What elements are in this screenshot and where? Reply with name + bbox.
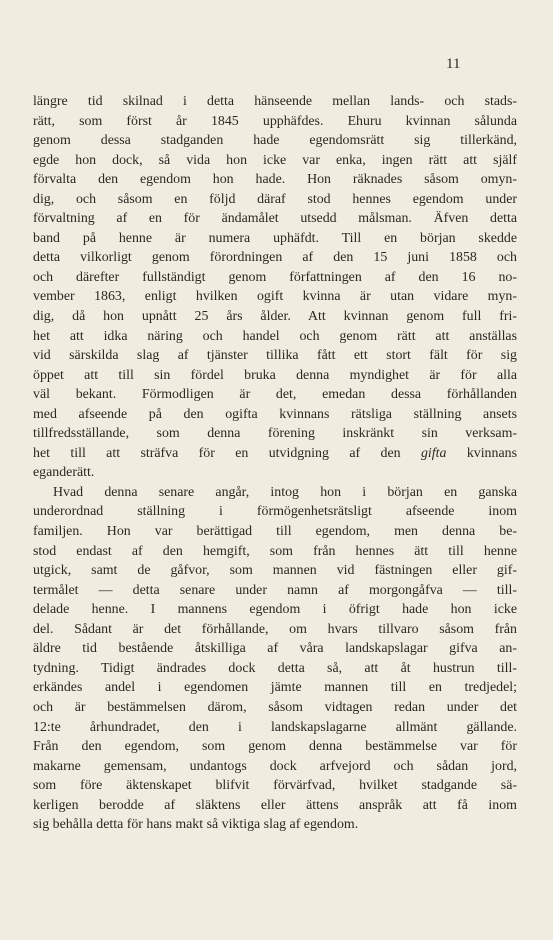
text-line: detta vilkorligt genom förordningen af den 15 juni 1858 och [33, 250, 517, 266]
text-line-with-italic [33, 444, 517, 464]
text-line: dig, då hon upnått 25 års ålder. Att kvinnan genom full fri- [33, 309, 517, 325]
text-line: stod endast af den hemgift, som från hennes ätt till henne [33, 543, 517, 559]
text-line: makarne gemensam, undantogs dock arfvejord och sådan jord, [33, 758, 517, 774]
text-line: Hvad denna senare angår, intog hon i början en ganska [53, 484, 517, 500]
text-line: och är bestämmelsen därom, såsom vidtagen redan under det [33, 699, 517, 715]
line-start: het till att sträfva för en utvidgning af den [33, 445, 401, 461]
text-line: het att idka näring och handel och genom rätt att anställas [33, 328, 517, 344]
text-line: rätt, som först år 1845 upphäfdes. Ehuru kvinnan sålunda [33, 113, 517, 129]
text-line: kerligen berodde af släktens eller ättens anspråk att få inom [33, 797, 517, 813]
text-line: tydning. Tidigt ändrades dock detta så, att åt hustrun till- [33, 660, 517, 676]
text-line: öppet att till sin fördel bruka denna myndighet är för alla [33, 367, 517, 383]
line-end: kvinnans [466, 445, 517, 461]
page-number: 11 [446, 56, 461, 72]
body-text [33, 92, 517, 835]
text-line: dig, och såsom en följd däraf stod hennes egendom under [33, 191, 517, 207]
text-line: med afseende på den ogifta kvinnans rätsliga ställning ansets [33, 406, 517, 422]
text-line: familjen. Hon var berättigad till egendom, men denna be- [33, 524, 517, 540]
text-line: del. Sådant är det förhållande, om hvars tillvaro såsom från [33, 621, 517, 637]
text-line: förvalta den egendom hon hade. Hon räknades såsom omyn- [33, 172, 517, 188]
text-line: eganderätt. [33, 465, 95, 481]
paragraph-2 [33, 483, 517, 835]
text-line: egde hon dock, så vida hon icke var enka, ingen rätt att själf [33, 152, 517, 168]
text-line: väl bekant. Förmodligen är det, emedan dessa förhållanden [33, 387, 517, 403]
text-line: genom dessa stadganden hade egendomsrätt sig tillerkänd, [33, 133, 517, 149]
text-line: och därefter fullständigt genom författningen af den 16 no- [33, 269, 517, 285]
text-line: delade henne. I mannens egendom i öfrigt hade hon icke [33, 602, 517, 618]
text-line: tillfredsställande, som denna förening inskränkt sin verksam- [33, 426, 517, 442]
text-line: vid särskilda slag af tjänster tillika fått ett stort fält för sig [33, 348, 517, 364]
text-line: äldre tid bestående åtskilliga af våra landskapslagar gifva an- [33, 641, 517, 657]
text-line: som före äktenskapet blifvit förvärfvad, hvilket stadgande sä- [33, 778, 517, 794]
text-line: Från den egendom, som genom denna bestämmelse var för [33, 739, 517, 755]
text-line: sig behålla detta för hans makt så viktiga slag af egendom. [33, 817, 359, 833]
italic-word: gifta [420, 445, 447, 461]
text-line: band på henne är numera uphäfdt. Till en början skedde [33, 230, 517, 246]
text-line: termålet — detta senare under namn af morgongåfva — till- [33, 582, 517, 598]
paragraph-1 [33, 92, 517, 483]
text-line: förvaltning af en för ändamålet utsedd målsman. Äfven detta [33, 211, 517, 227]
text-line: utgick, samt de gåfvor, som mannen vid fästningen eller gif- [33, 563, 517, 579]
text-line: längre tid skilnad i detta hänseende mellan lands- och stads- [33, 94, 517, 109]
text-line: erkändes andel i egendomen jämte mannen till en tredjedel; [33, 680, 517, 696]
text-line: vember 1863, enligt hvilken ogift kvinna är utan vidare myn- [33, 289, 517, 305]
text-line: 12:te århundradet, den i landskapslagarne allmänt gällande. [33, 719, 517, 735]
text-line: underordnad ställning i förmögenhetsrätsligt afseende inom [33, 504, 517, 520]
